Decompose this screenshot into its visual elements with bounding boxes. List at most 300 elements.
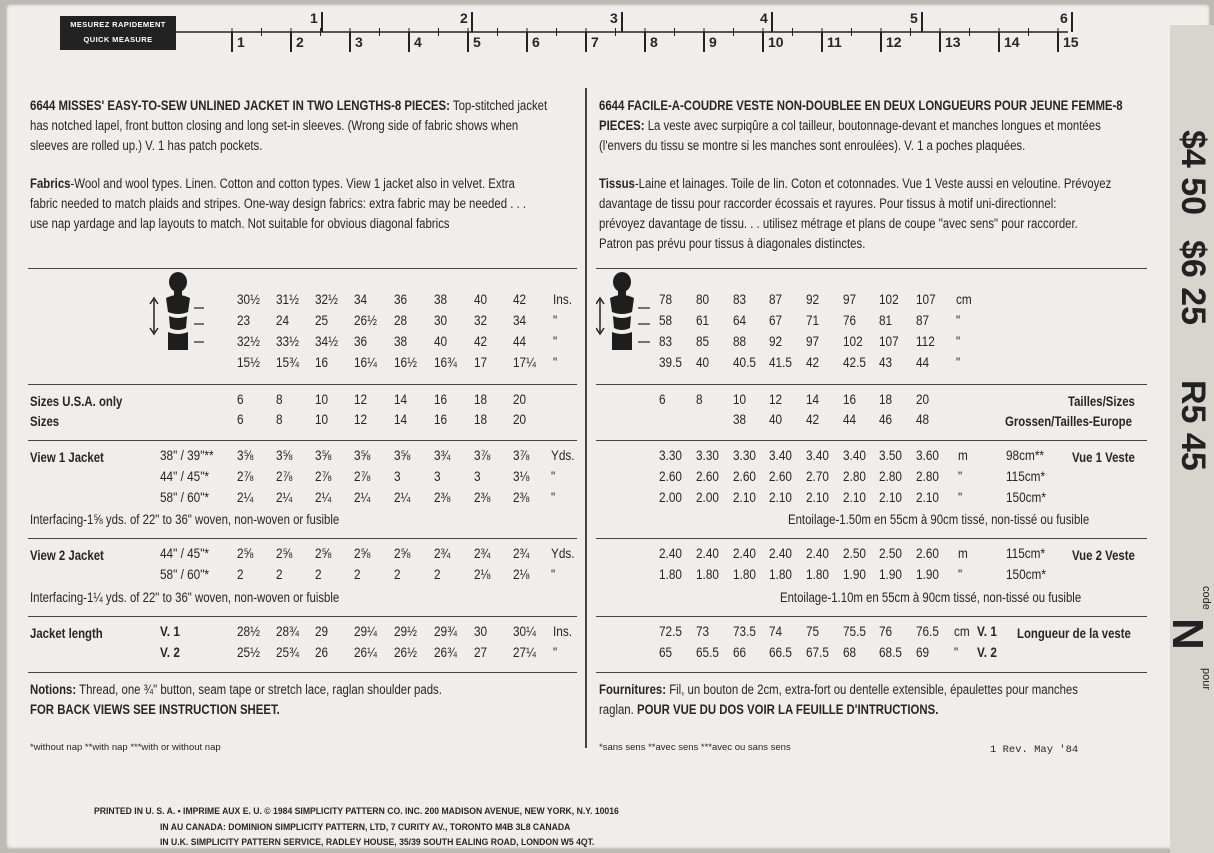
- ruler-cm-label: 2: [296, 34, 304, 50]
- en-size-cell: 8: [276, 392, 283, 407]
- fr-length-cell: 68.5: [879, 645, 902, 660]
- fr-length-cell: 75: [806, 624, 820, 639]
- en-size-cell: 10: [315, 392, 329, 407]
- en-body-cell: ": [553, 355, 558, 370]
- price-uk: R5 45: [1174, 380, 1212, 471]
- fr-metrage-cell: 1.80: [659, 567, 682, 582]
- en-yardage-cell: 2¾: [474, 546, 491, 561]
- fr-length-cell: 72.5: [659, 624, 682, 639]
- en-body-cell: ": [553, 313, 558, 328]
- fr-metrage-cell: 2.60: [696, 469, 719, 484]
- fr-body-cell: 81: [879, 313, 893, 328]
- fr-body-cell: cm: [956, 292, 972, 307]
- en-body-cell: 17¼: [513, 355, 536, 370]
- en-yardage-cell: 3⅝: [394, 448, 411, 463]
- fr-metrage-cell: 2.40: [659, 546, 682, 561]
- en-yardage-cell: 2¼: [315, 490, 332, 505]
- en-body-cell: 15½: [237, 355, 260, 370]
- en-body-cell: 40: [474, 292, 488, 307]
- en-rule-6: [28, 672, 577, 673]
- en-yardage-cell: 2⅜: [474, 490, 491, 505]
- en-body-cell: 32½: [315, 292, 338, 307]
- en-body-cell: 26½: [354, 313, 377, 328]
- fr-unit: m: [958, 448, 968, 463]
- fr-rule-2: [596, 384, 1147, 385]
- en-size-cell: 20: [513, 412, 527, 427]
- fr-length-cell: 67.5: [806, 645, 829, 660]
- fr-body-cell: 41.5: [769, 355, 792, 370]
- ruler-label: [60, 16, 176, 50]
- en-yardage-cell: 2¼: [237, 490, 254, 505]
- en-size-cell: 12: [354, 412, 368, 427]
- en-interfacing-1: Interfacing-1⅝ yds. of 22" to 36" woven, non-woven or fusible: [30, 512, 340, 527]
- en-yardage-cell: 3⅞: [474, 448, 491, 463]
- fr-body-cell: 87: [916, 313, 930, 328]
- fr-body-cell: 97: [843, 292, 857, 307]
- fr-fournitures: [599, 680, 1078, 700]
- fr-metrage-cell: 2.50: [879, 546, 902, 561]
- fr-metrage-cell: 3.60: [916, 448, 939, 463]
- fr-tissus-3: prévoyez davantage de tissu. . . utilisez métrage et plans de coupe "avec sens" pour raccorder.: [599, 216, 1078, 231]
- fr-size-cell: 44: [843, 412, 857, 427]
- fr-tissus-title: Tissus: [599, 176, 635, 191]
- fr-body-cell: 107: [879, 334, 899, 349]
- en-yardage-cell: 2⅝: [394, 546, 411, 561]
- en-size-cell: 18: [474, 412, 488, 427]
- en-body-cell: 34½: [315, 334, 338, 349]
- en-length-cell: 28½: [237, 624, 260, 639]
- en-body-cell: 25: [315, 313, 329, 328]
- ruler-label-fr: MESUREZ RAPIDEMENT: [70, 20, 166, 29]
- en-yardage-cell: 2¼: [394, 490, 411, 505]
- fr-fournitures-2: [599, 700, 938, 720]
- fr-tissus-2: davantage de tissu pour raccorder écossais et rayures. Pour tissus à motif uni-directionnel:: [599, 196, 1057, 211]
- en-footnote: *without nap **with nap ***with or without nap: [30, 742, 221, 753]
- fr-body-cell: 78: [659, 292, 673, 307]
- en-body-cell: 42: [513, 292, 527, 307]
- fr-body-cell: 102: [879, 292, 899, 307]
- fr-tissus: [599, 174, 1111, 194]
- en-size-cell: 8: [276, 412, 283, 427]
- fr-metrage-cell: 3.30: [659, 448, 682, 463]
- fr-length-cell: 65.5: [696, 645, 719, 660]
- fr-unit: ": [958, 469, 963, 484]
- en-yardage-cell: 2: [394, 567, 401, 582]
- fr-title: 6644 FACILE-A-COUDRE VESTE NON-DOUBLEE EN DEUX LONGUEURS POUR JEUNE FEMME-8: [599, 98, 1123, 113]
- en-desc-3: sleeves are rolled up.) V. 1 has patch pockets.: [30, 138, 263, 153]
- fr-body-cell: 107: [916, 292, 936, 307]
- en-yardage-cell: 2⅞: [276, 469, 293, 484]
- fr-length-cell: 66: [733, 645, 747, 660]
- en-body-cell: 31½: [276, 292, 299, 307]
- en-yardage-cell: 3⅝: [315, 448, 332, 463]
- fr-size-cell: 14: [806, 392, 820, 407]
- en-body-cell: 42: [474, 334, 488, 349]
- en-body-cell: 34: [513, 313, 527, 328]
- fr-body-cell: 88: [733, 334, 747, 349]
- column-divider: [585, 88, 587, 748]
- fr-body-cell: 42.5: [843, 355, 866, 370]
- en-notions: [30, 680, 442, 700]
- ruler-cm-label: 6: [532, 34, 540, 50]
- fr-rule-3: [596, 440, 1147, 441]
- fr-metrage-cell: 2.10: [843, 490, 866, 505]
- fr-view-label: V. 1: [977, 624, 997, 639]
- en-rule-5: [28, 616, 577, 617]
- en-yardage-cell: 2⅞: [315, 469, 332, 484]
- fr-size-cell: 18: [879, 392, 893, 407]
- en-view2-label: View 2 Jacket: [30, 548, 104, 563]
- fr-metrage-cell: 1.90: [843, 567, 866, 582]
- en-desc-2: has notched lapel, front button closing and long set-in sleeves. (Wrong side of fabric shows when: [30, 118, 519, 133]
- fr-fabric-width: 98cm**: [1006, 448, 1044, 463]
- fr-metrage-cell: 2.80: [879, 469, 902, 484]
- en-unit: ": [553, 645, 558, 660]
- fr-size-cell: 16: [843, 392, 857, 407]
- fr-metrage-cell: 1.90: [879, 567, 902, 582]
- en-fabrics-title: Fabrics: [30, 176, 71, 191]
- en-yardage-cell: 3⅝: [276, 448, 293, 463]
- ruler-inch-label: 6: [1060, 10, 1068, 26]
- en-rule-4: [28, 538, 577, 539]
- ruler-inch-label: 1: [310, 10, 318, 26]
- fr-metrage-cell: 2.40: [733, 546, 756, 561]
- fr-unit: ": [958, 567, 963, 582]
- fr-metrage-cell: 2.60: [916, 546, 939, 561]
- fr-length-cell: 69: [916, 645, 930, 660]
- fr-body-cell: 40: [696, 355, 710, 370]
- en-yardage-cell: 2⅝: [276, 546, 293, 561]
- fr-tissus-1: -Laine et lainages. Toile de lin. Coton et cotonnades. Vue 1 Veste aussi en veloutine. Prévoyez: [634, 176, 1112, 191]
- en-size-cell: 12: [354, 392, 368, 407]
- price-code: N: [1163, 618, 1212, 650]
- en-yardage-cell: 2⅝: [237, 546, 254, 561]
- fr-metrage-cell: 2.40: [696, 546, 719, 561]
- fr-metrage-cell: 2.10: [916, 490, 939, 505]
- en-body-cell: 16¼: [354, 355, 377, 370]
- en-yardage-cell: 2¾: [513, 546, 530, 561]
- fr-size-cell: 8: [696, 392, 703, 407]
- en-yardage-cell: 3¾: [434, 448, 451, 463]
- fr-metrage-cell: 2.70: [806, 469, 829, 484]
- ruler-cm-label: 7: [591, 34, 599, 50]
- en-fabric-width: 58" / 60"*: [160, 490, 209, 505]
- fr-body-cell: 39.5: [659, 355, 682, 370]
- en-body-cell: 36: [354, 334, 368, 349]
- en-size-cell: 6: [237, 392, 244, 407]
- en-yardage-cell: 2¼: [354, 490, 371, 505]
- fr-metrage-cell: 2.80: [916, 469, 939, 484]
- en-rule-1: [28, 268, 577, 269]
- en-body-cell: 32: [474, 313, 488, 328]
- en-notions-title: Notions:: [30, 682, 77, 697]
- fr-unit: ": [954, 645, 959, 660]
- en-body-cell: 33½: [276, 334, 299, 349]
- fr-body-cell: 80: [696, 292, 710, 307]
- en-length-cell: 26¾: [434, 645, 457, 660]
- fr-body-cell: ": [956, 313, 961, 328]
- fr-body-cell: 67: [769, 313, 783, 328]
- en-body-cell: 30: [434, 313, 448, 328]
- fr-length-cell: 74: [769, 624, 783, 639]
- fr-fabric-width: 150cm*: [1006, 490, 1046, 505]
- en-yardage-cell: 2⅛: [513, 567, 530, 582]
- ruler-cm-label: 13: [945, 34, 961, 50]
- fr-metrage-cell: 2.80: [843, 469, 866, 484]
- fr-metrage-cell: 2.10: [806, 490, 829, 505]
- ruler-inch-label: 4: [760, 10, 768, 26]
- pour-label: pour: [1200, 668, 1212, 691]
- en-yardage-cell: 3: [394, 469, 401, 484]
- en-fabric-width: 58" / 60"*: [160, 567, 209, 582]
- en-notions-text: Thread, one ¾" button, seam tape or stretch lace, raglan shoulder pads.: [79, 682, 442, 697]
- fr-desc-1: La veste avec surpiqûre a col tailleur, boutonnage-devant et manches longues et montées: [647, 118, 1101, 133]
- fr-body-cell: 71: [806, 313, 820, 328]
- en-yardage-cell: 2: [434, 567, 441, 582]
- fr-metrage-cell: 3.40: [843, 448, 866, 463]
- en-length-cell: 26¼: [354, 645, 377, 660]
- en-body-cell: 16: [315, 355, 329, 370]
- en-size-cell: 14: [394, 412, 408, 427]
- fr-metrage-cell: 2.40: [769, 546, 792, 561]
- ruler-cm-label: 8: [650, 34, 658, 50]
- en-length-cell: 26: [315, 645, 329, 660]
- fr-desc-1-line: [599, 116, 1101, 136]
- revision-date: 1 Rev. May '84: [990, 744, 1079, 756]
- fr-length-cell: 68: [843, 645, 857, 660]
- fr-metrage-cell: 3.50: [879, 448, 902, 463]
- ruler-cm-label: 15: [1063, 34, 1079, 50]
- en-title-bold: 6644 MISSES' EASY-TO-SEW UNLINED JACKET IN TWO LENGTHS-8 PIECES:: [30, 98, 450, 113]
- fr-metrage-cell: 1.80: [769, 567, 792, 582]
- fr-body-cell: 44: [916, 355, 930, 370]
- en-body-cell: 23: [237, 313, 251, 328]
- fr-footnote: *sans sens **avec sens ***avec ou sans sens: [599, 742, 791, 753]
- en-length-cell: 29: [315, 624, 329, 639]
- en-length-cell: 26½: [394, 645, 417, 660]
- price-usa: $4 50: [1174, 130, 1212, 216]
- fr-back-views: POUR VUE DU DOS VOIR LA FEUILLE D'INTRUCTIONS.: [636, 702, 939, 717]
- en-unit: ": [551, 567, 556, 582]
- en-length-cell: 28¾: [276, 624, 299, 639]
- en-sizes-label: Sizes: [30, 414, 60, 429]
- en-body-cell: 30½: [237, 292, 260, 307]
- en-rule-2: [28, 384, 577, 385]
- en-body-cell: 24: [276, 313, 290, 328]
- en-yardage-cell: 3⅝: [354, 448, 371, 463]
- ruler-cm-label: 10: [768, 34, 784, 50]
- fr-metrage-cell: 2.10: [733, 490, 756, 505]
- ruler-cm-label: 14: [1004, 34, 1020, 50]
- fr-fournitures-title: Fournitures:: [599, 682, 667, 697]
- en-sizes-usa-label: Sizes U.S.A. only: [30, 394, 123, 409]
- en-size-cell: 18: [474, 392, 488, 407]
- en-yardage-cell: 2⅞: [237, 469, 254, 484]
- en-length-cell: 30: [474, 624, 488, 639]
- fr-body-cell: 83: [659, 334, 673, 349]
- en-length-cell: 30¼: [513, 624, 536, 639]
- ruler-cm-label: 4: [414, 34, 422, 50]
- en-view-label: V. 1: [160, 624, 180, 639]
- fr-size-cell: 40: [769, 412, 783, 427]
- en-size-cell: 16: [434, 392, 448, 407]
- fr-unit: m: [958, 546, 968, 561]
- fr-body-cell: 92: [806, 292, 820, 307]
- fr-desc-2: (l'envers du tissu se montre si les manches sont enroulées). V. 1 a poches plaquées.: [599, 138, 1026, 153]
- fr-title-2: PIECES:: [599, 118, 645, 133]
- en-length-cell: 25¾: [276, 645, 299, 660]
- en-yardage-cell: 3: [434, 469, 441, 484]
- en-yardage-cell: 2: [315, 567, 322, 582]
- fr-body-cell: 64: [733, 313, 747, 328]
- ruler-cm-label: 11: [827, 34, 842, 50]
- fr-entoilage-1: Entoilage-1.50m en 55cm à 90cm tissé, non-tissé ou fusible: [788, 512, 1090, 527]
- en-yardage-cell: 2¾: [434, 546, 451, 561]
- ruler-label-en: QUICK MEASURE: [83, 35, 153, 44]
- en-length-label: Jacket length: [30, 626, 103, 641]
- en-back-views: FOR BACK VIEWS SEE INSTRUCTION SHEET.: [30, 702, 280, 717]
- en-size-cell: 6: [237, 412, 244, 427]
- en-yardage-cell: 2⅝: [315, 546, 332, 561]
- fr-metrage-cell: 2.10: [879, 490, 902, 505]
- en-length-cell: 27: [474, 645, 488, 660]
- fr-metrage-cell: 2.60: [733, 469, 756, 484]
- en-unit: Yds.: [551, 448, 575, 463]
- fr-tissus-4: Patron pas prévu pour tissus à diagonales distinctes.: [599, 236, 866, 251]
- en-unit: Ins.: [553, 624, 573, 639]
- fr-fabric-width: 150cm*: [1006, 567, 1046, 582]
- fr-metrage-cell: 2.60: [769, 469, 792, 484]
- en-body-cell: 38: [394, 334, 408, 349]
- en-unit: Yds.: [551, 546, 575, 561]
- fr-tailles-label: Tailles/Sizes: [1068, 394, 1135, 409]
- code-label: code: [1200, 586, 1212, 610]
- en-length-cell: 29½: [394, 624, 417, 639]
- fr-entoilage-2: Entoilage-1.10m en 55cm à 90cm tissé, non-tissé ou fusible: [780, 590, 1082, 605]
- fr-body-cell: 76: [843, 313, 857, 328]
- en-size-cell: 14: [394, 392, 408, 407]
- en-unit: ": [551, 469, 556, 484]
- fr-fabric-width: 115cm*: [1006, 469, 1046, 484]
- fr-metrage-cell: 3.40: [806, 448, 829, 463]
- fr-metrage-cell: 3.30: [696, 448, 719, 463]
- fr-length-cell: 65: [659, 645, 673, 660]
- en-length-cell: 27¼: [513, 645, 536, 660]
- en-body-cell: 44: [513, 334, 527, 349]
- fr-body-cell: 85: [696, 334, 710, 349]
- en-yardage-cell: 2⅛: [474, 567, 491, 582]
- fr-metrage-cell: 2.00: [659, 490, 682, 505]
- en-interfacing-2: Interfacing-1¼ yds. of 22" to 36" woven, non-woven or fuisble: [30, 590, 340, 605]
- fr-grossen-label: Grossen/Tailles-Europe: [1005, 414, 1132, 429]
- en-yardage-cell: 3⅝: [237, 448, 254, 463]
- fr-longueur-label: Longueur de la veste: [1017, 626, 1131, 641]
- en-body-cell: Ins.: [553, 292, 573, 307]
- fr-rule-5: [596, 616, 1147, 617]
- printed-line-2: IN AU CANADA: DOMINION SIMPLICITY PATTERN, LTD, 7 CURITY AV., TORONTO M4B 3L8 CANADA: [160, 822, 571, 833]
- fr-metrage-cell: 1.80: [696, 567, 719, 582]
- fr-body-cell: 97: [806, 334, 820, 349]
- en-yardage-cell: 2: [237, 567, 244, 582]
- fr-body-cell: 87: [769, 292, 783, 307]
- en-fabric-width: 38" / 39"**: [160, 448, 214, 463]
- fr-length-cell: 73: [696, 624, 710, 639]
- printed-line-3: IN U.K. SIMPLICITY PATTERN SERVICE, RADLEY HOUSE, 35/39 SOUTH EALING ROAD, LONDON W5 4QT.: [160, 837, 595, 848]
- fr-metrage-cell: 3.30: [733, 448, 756, 463]
- fr-length-cell: 73.5: [733, 624, 756, 639]
- ruler-cm-label: 12: [886, 34, 902, 50]
- en-body-cell: 36: [394, 292, 408, 307]
- fr-size-cell: 10: [733, 392, 747, 407]
- fr-size-cell: 12: [769, 392, 783, 407]
- quick-measure-ruler: [56, 8, 1079, 56]
- en-fabrics-1: -Wool and wool types. Linen. Cotton and cotton types. View 1 jacket also in velvet. Extra: [70, 176, 515, 191]
- en-body-cell: 38: [434, 292, 448, 307]
- fr-body-cell: 112: [916, 334, 935, 349]
- en-view1-label: View 1 Jacket: [30, 450, 104, 465]
- en-yardage-cell: 3: [474, 469, 481, 484]
- en-size-cell: 16: [434, 412, 448, 427]
- en-body-cell: 34: [354, 292, 368, 307]
- en-body-cell: 40: [434, 334, 448, 349]
- printed-line-1: PRINTED IN U. S. A. • IMPRIME AUX E. U. © 1984 SIMPLICITY PATTERN CO. INC. 200 MADISON AVENUE, NEW YORK, N.Y. 10016: [94, 806, 619, 817]
- fr-metrage-cell: 2.10: [769, 490, 792, 505]
- en-yardage-cell: 3⅞: [513, 448, 530, 463]
- fr-size-cell: 42: [806, 412, 820, 427]
- en-body-cell: 32½: [237, 334, 260, 349]
- fr-size-cell: 20: [916, 392, 930, 407]
- ruler-inch-label: 2: [460, 10, 468, 26]
- en-fabric-width: 44" / 45"*: [160, 469, 209, 484]
- en-body-cell: 28: [394, 313, 408, 328]
- en-body-cell: 15¾: [276, 355, 299, 370]
- fr-metrage-cell: 2.50: [843, 546, 866, 561]
- fr-size-cell: 48: [916, 412, 930, 427]
- fr-length-cell: 66.5: [769, 645, 792, 660]
- ruler-cm-label: 5: [473, 34, 481, 50]
- fr-body-figure-icon: [596, 270, 656, 360]
- price-canada: $6 25: [1174, 240, 1212, 326]
- fr-size-cell: 6: [659, 392, 666, 407]
- ruler-cm-label: 1: [237, 34, 245, 50]
- fr-unit: cm: [954, 624, 970, 639]
- en-body-cell: ": [553, 334, 558, 349]
- fr-vue2-label: Vue 2 Veste: [1072, 548, 1135, 563]
- fr-fabric-width: 115cm*: [1006, 546, 1046, 561]
- fr-fournitures-raglan: raglan.: [599, 702, 634, 717]
- fr-body-cell: ": [956, 334, 961, 349]
- en-unit: ": [551, 490, 556, 505]
- fr-rule-6: [596, 672, 1147, 673]
- fr-length-cell: 76: [879, 624, 893, 639]
- ruler-inch-label: 3: [610, 10, 618, 26]
- fr-body-cell: 58: [659, 313, 673, 328]
- en-fabrics-3: use nap yardage and lap layouts to match. Not suitable for obvious diagonal fabrics: [30, 216, 450, 231]
- en-body-figure-icon: [148, 270, 208, 360]
- en-fabric-width: 44" / 45"*: [160, 546, 209, 561]
- ruler-scale: [56, 8, 1076, 56]
- en-desc-1: Top-stitched jacket: [452, 98, 548, 113]
- en-view-label: V. 2: [160, 645, 180, 660]
- en-fabrics: [30, 174, 515, 194]
- ruler-cm-label: 3: [355, 34, 363, 50]
- en-yardage-cell: 2⅜: [513, 490, 530, 505]
- en-yardage-cell: 3⅛: [513, 469, 530, 484]
- fr-body-cell: 43: [879, 355, 893, 370]
- fr-body-cell: ": [956, 355, 961, 370]
- en-length-cell: 29¼: [354, 624, 377, 639]
- fr-metrage-cell: 2.60: [659, 469, 682, 484]
